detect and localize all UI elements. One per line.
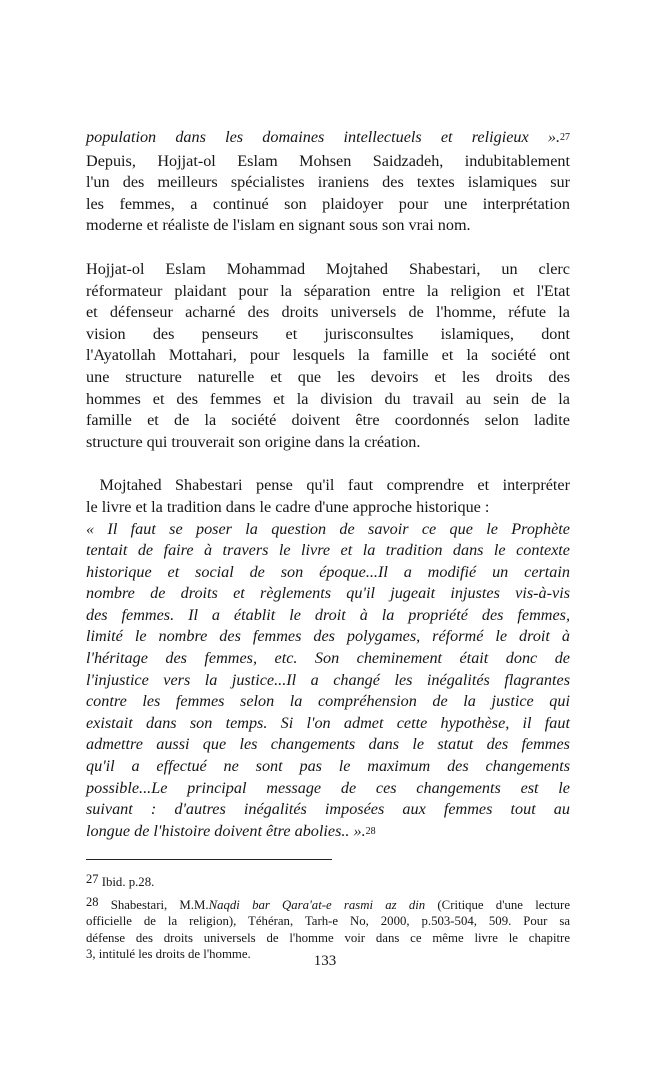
quote-line: des femmes. Il a établit le droit à la propriété des femmes,: [86, 605, 570, 624]
quote-line: l'héritage des femmes, etc. Son cheminement était donc de: [86, 649, 570, 668]
quote-line: l'injustice vers la justice...Il a changé les inégalités flagrantes: [86, 670, 570, 689]
footnote-ref-27: 27: [560, 132, 570, 143]
page-body: [86, 127, 570, 963]
quote-line: existait dans son temps. Si l'on admet cette hypothèse, il faut: [86, 713, 570, 732]
text-line: structure qui trouverait son origine dans la création.: [86, 432, 421, 451]
quote-line: contre les femmes selon la compréhension de la justice qui: [86, 692, 570, 711]
text-line: et défenseur acharné des droits universels de l'homme, réfute la: [86, 303, 570, 322]
quote-line: tentait de faire à travers le livre et la tradition dans le contexte: [86, 541, 570, 560]
paragraph-2: [86, 259, 570, 453]
quote-fragment: population dans les domaines intellectuels et religieux ».: [86, 128, 560, 146]
text-line: réformateur plaidant pour la séparation entre la religion et l'Etat: [86, 281, 570, 300]
text-line: hommes et des femmes et la division du travail au sein de la: [86, 389, 570, 408]
footnote-number: 27: [86, 872, 99, 887]
text-line: vision des penseurs et jurisconsultes islamiques, dont: [86, 324, 570, 343]
text-line: [86, 127, 570, 151]
text-line: les femmes, a continué son plaidoyer pour une interprétation: [86, 194, 570, 213]
quote-line: historique et social de son époque...Il a modifié un certain: [86, 562, 570, 581]
quote-line: admettre aussi que les changements dans le statut des femmes: [86, 735, 570, 754]
text-line: 3, intitulé les droits de l'homme.: [86, 947, 251, 962]
text-line: [86, 894, 571, 914]
paragraph-1: [86, 127, 570, 237]
quote-line: nombre de droits et règlements qu'il jugeait injustes vis-à-vis: [86, 584, 570, 603]
footnote-title: Naqdi bar Qara'at-e rasmi az din: [208, 897, 426, 912]
footnote-number: 28: [86, 894, 99, 909]
quote-line: qu'il a effectué ne sont pas le maximum des changements: [86, 757, 570, 776]
text-line: Depuis, Hojjat-ol Eslam Mohsen Saidzadeh, indubitablement: [86, 151, 570, 170]
text-line: l'Ayatollah Mottahari, pour lesquels la famille et la société ont: [86, 346, 570, 365]
quote-line: « Il faut se poser la question de savoir ce que le Prophète: [86, 519, 570, 538]
text-line: Hojjat-ol Eslam Mohammad Mojtahed Shabestari, un clerc: [86, 259, 570, 278]
text-line: une structure naturelle et que les devoirs et les droits des: [86, 367, 570, 386]
footnote-author: Shabestari, M.M.: [98, 897, 209, 912]
text-line: officielle de la religion), Téhéran, Tarh-e No, 2000, p.503-504, 509. Pour sa: [86, 914, 570, 929]
text-line: Mojtahed Shabestari pense qu'il faut comprendre et interpréter: [86, 476, 570, 495]
footnote-divider: [86, 859, 332, 860]
quote-line: possible...Le principal message de ces changements est le: [86, 778, 570, 797]
quote-line: suivant : d'autres inégalités imposées aux femmes tout au: [86, 800, 570, 819]
footnote-text: (Critique d'une lecture: [425, 897, 571, 912]
paragraph-3: [86, 475, 570, 844]
quote-line: longue de l'histoire doivent être abolies.. ».: [86, 821, 366, 840]
quote-line: limité le nombre des femmes des polygames, réformé le droit à: [86, 627, 570, 646]
text-line: famille et de la société doivent être coordonnés selon ladite: [86, 411, 570, 430]
footnote-27: [86, 874, 570, 891]
page-number: 133: [313, 953, 337, 969]
text-line: le livre et la tradition dans le cadre d'une approche historique :: [86, 497, 490, 516]
text-line: défense des droits universels de l'homme voir dans ce même livre le chapitre: [86, 930, 570, 945]
text-line: [86, 821, 570, 845]
footnote-ref-28: 28: [365, 825, 376, 837]
footnote-text: Ibid. p.28.: [98, 875, 155, 890]
text-line: l'un des meilleurs spécialistes iraniens des textes islamiques sur: [86, 173, 570, 192]
footnotes: [86, 874, 570, 963]
text-line: moderne et réaliste de l'islam en signant sous son vrai nom.: [86, 216, 471, 235]
